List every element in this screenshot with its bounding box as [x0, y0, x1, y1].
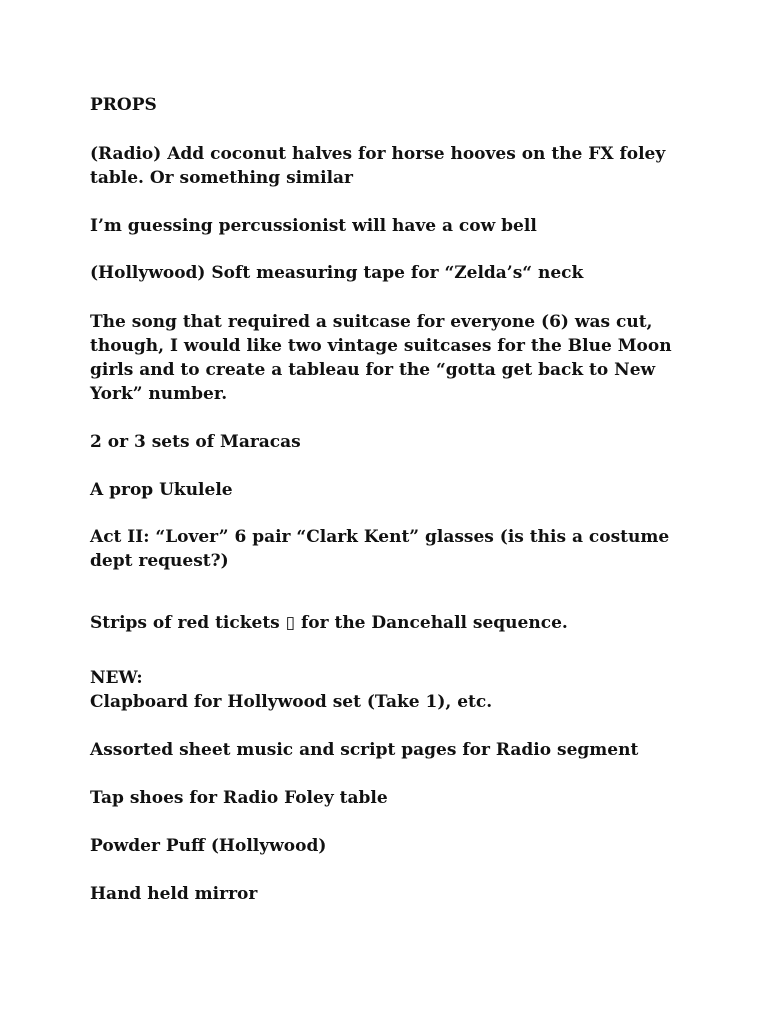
- new-section-label: NEW:: [90, 668, 143, 688]
- document-heading: PROPS: [90, 95, 157, 115]
- prop-item-glasses-line-1: Act II: “Lover” 6 pair “Clark Kent” glasses (is this a costume: [90, 527, 670, 547]
- prop-item-cowbell: I’m guessing percussionist will have a cow bell: [90, 216, 537, 236]
- prop-item-coconut-line-1: (Radio) Add coconut halves for horse hooves on the FX foley: [90, 144, 666, 164]
- prop-item-suitcase-line-2: though, I would like two vintage suitcases for the Blue Moon: [90, 336, 672, 356]
- prop-item-sheet-music: Assorted sheet music and script pages for Radio segment: [90, 740, 639, 760]
- prop-item-red-tickets: Strips of red tickets ▯ for the Dancehall sequence.: [90, 613, 568, 633]
- prop-item-coconut-line-2: table. Or something similar: [90, 168, 354, 188]
- prop-item-measuring-tape: (Hollywood) Soft measuring tape for “Zelda’s“ neck: [90, 263, 584, 283]
- prop-item-suitcase-line-4: York” number.: [90, 384, 228, 404]
- prop-item-glasses-line-2: dept request?): [90, 551, 229, 571]
- prop-item-suitcase-line-1: The song that required a suitcase for everyone (6) was cut,: [90, 312, 653, 332]
- prop-item-clapboard: Clapboard for Hollywood set (Take 1), etc.: [90, 692, 493, 712]
- prop-item-suitcase-line-3: girls and to create a tableau for the “gotta get back to New: [90, 360, 656, 380]
- prop-item-hand-mirror: Hand held mirror: [90, 884, 258, 904]
- prop-item-tap-shoes: Tap shoes for Radio Foley table: [90, 788, 388, 808]
- prop-item-maracas: 2 or 3 sets of Maracas: [90, 432, 301, 452]
- prop-item-powder-puff: Powder Puff (Hollywood): [90, 836, 327, 856]
- prop-item-ukulele: A prop Ukulele: [90, 480, 233, 500]
